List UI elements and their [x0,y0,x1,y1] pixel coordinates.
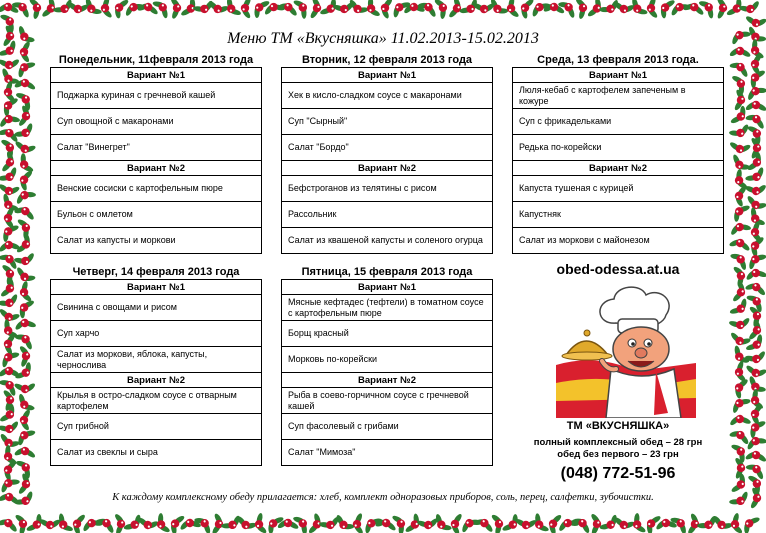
menu-table [50,279,262,466]
dish-item: Суп харчо [51,321,262,347]
variant-1-header: Вариант №1 [51,280,262,295]
website-link[interactable]: obed-odessa.at.ua [556,261,680,277]
berry-leaf-motif [728,413,752,428]
berry-leaf-motif [733,184,748,208]
berry-leaf-motif [727,122,753,142]
menu-title: Меню ТМ «Вкусняшка» 11.02.2013-15.02.2013 [227,30,539,47]
berry-leaf-motif [13,139,38,155]
berry-leaf-motif [729,46,752,58]
berry-leaf-motif [745,100,766,112]
berry-leaf-motif [0,183,21,197]
day-title: Понедельник, 11февраля 2013 года [58,54,254,66]
berry-leaf-motif [240,0,252,20]
day-thursday [50,265,262,466]
variant-2-header: Вариант №2 [513,161,724,176]
dish-item: Редька по-корейски [513,135,724,161]
variant-2-header: Вариант №2 [282,161,493,176]
variant-1-header: Вариант №1 [51,68,262,83]
dish-item: Салат "Бордо" [282,135,493,161]
berry-leaf-motif [169,0,183,20]
berry-leaf-motif [744,449,766,463]
dish-item: Рыба в соево-горчичном соусе с гречневой кашей [282,388,493,414]
berry-leaf-motif [0,57,21,70]
dish-item: Салат из квашеной капусты и соленого огурца [282,228,493,254]
berry-leaf-motif [251,511,269,533]
day-title: Вторник, 12 февраля 2013 года [301,54,473,66]
berry-leaf-motif [728,141,752,155]
brand-name: ТМ «ВКУСНЯШКА» [566,420,670,432]
menu-table [281,279,493,466]
berry-leaf-motif [379,0,394,20]
berry-leaf-motif [573,0,590,21]
berry-leaf-motif [514,518,537,530]
berry-leaf-motif [715,0,728,20]
dish-item: Салат из моркови с майонезом [513,228,724,254]
berry-leaf-motif [93,513,119,533]
dish-item: Свинина с овощами и рисом [51,295,262,321]
dish-item: Морковь по-корейски [282,347,493,373]
dish-item: Салат из свеклы и сыра [51,440,262,466]
variant-2-header: Вариант №2 [51,373,262,388]
dish-item: Капустняк [513,202,724,228]
price-full-lunch: полный комплексный обед – 28 грн [533,437,703,448]
berry-leaf-motif [728,236,753,252]
day-wednesday [512,53,724,254]
berry-leaf-motif [743,349,766,367]
berry-leaf-motif [743,279,766,297]
berry-leaf-motif [0,307,22,324]
variant-1-header: Вариант №1 [513,68,724,83]
dish-item: Капуста тушеная с курицей [513,176,724,202]
dish-item: Хек в кисло-сладком соусе с макаронами [282,83,493,109]
variant-1-header: Вариант №1 [282,68,493,83]
berry-leaf-motif [738,512,762,533]
berry-leaf-motif [211,512,225,533]
berry-leaf-motif [113,512,127,533]
berry-leaf-motif [727,57,753,79]
dish-item: Суп с фрикадельками [513,109,724,135]
berry-leaf-motif [589,512,602,533]
menu-table [512,67,724,254]
day-title: Четверг, 14 февраля 2013 года [72,266,240,278]
berry-leaf-motif [744,183,766,197]
berry-leaf-motif [19,408,31,431]
variant-1-header: Вариант №1 [282,280,493,295]
berry-leaf-motif [351,512,365,533]
menu-table [50,67,262,254]
dish-item: Суп фасолевый с грибами [282,414,493,440]
variant-2-header: Вариант №2 [282,373,493,388]
berry-leaf-motif [744,266,766,282]
berry-leaf-motif [27,0,45,21]
berry-leaf-motif [98,0,114,20]
dish-item: Крылья в остро-сладком соусе с отварным картофелем [51,388,262,414]
chef-mascot-icon [556,283,696,418]
dish-item: Поджарка куриная с гречневой кашей [51,83,262,109]
dish-item: Бульон с омлетом [51,202,262,228]
berry-leaf-motif [517,0,536,21]
berry-leaf-motif [432,0,452,21]
dish-item: Салат "Мимоза" [282,440,493,466]
dish-item: Венские сосиски с картофельным пюре [51,176,262,202]
day-title: Пятница, 15 февраля 2013 года [301,266,473,278]
dish-item: Люля-кебаб с картофелем запеченым в кожуре [513,83,724,109]
berry-leaf-motif [645,0,660,20]
price-without-first: обед без первого – 23 грн [557,449,679,460]
dish-item: Бефстроганов из телятины с рисом [282,176,493,202]
berry-leaf-motif [686,512,701,533]
berry-leaf-motif [727,219,753,238]
berry-leaf-motif [0,419,22,437]
berry-leaf-motif [12,203,38,222]
berry-leaf-motif [0,111,22,130]
berry-leaf-motif [727,315,752,332]
dish-item: Суп грибной [51,414,262,440]
berry-leaf-motif [14,151,36,177]
dish-item: Салат из капусты и моркови [51,228,262,254]
berry-leaf-motif [727,248,752,272]
berry-leaf-motif [449,512,463,533]
menu-table [281,67,493,254]
footer-note: К каждому комплексному обеду прилагается: хлеб, комплект одноразовых приборов, соль, перец, салфетки, зубочистки. [112,492,654,503]
berry-leaf-motif [307,511,325,533]
berry-leaf-motif [309,0,322,20]
phone-number[interactable]: (048) 772-51-96 [560,465,676,482]
berry-leaf-motif [744,15,766,29]
dish-item: Суп овощной с макаронами [51,109,262,135]
day-title: Среда, 13 февраля 2013 года. [537,54,699,66]
dish-item: Суп "Сырный" [282,109,493,135]
berry-leaf-motif [38,518,61,530]
day-tuesday [281,53,493,254]
dish-item: Борщ красный [282,321,493,347]
berry-leaf-motif [13,445,37,459]
dish-item: Рассольник [282,202,493,228]
dish-item: Салат из моркови, яблока, капусты, чернослива [51,347,262,373]
dish-item: Салат "Винегрет" [51,135,262,161]
dish-item: Мясные кефтадес (тефтели) в томатном соусе с картофельным пюре [282,295,493,321]
berry-leaf-motif [728,511,745,533]
berry-leaf-motif [13,381,36,394]
day-friday [281,265,493,466]
berry-leaf-motif [744,364,766,380]
day-monday [50,53,262,254]
berry-leaf-motif [136,516,161,532]
berry-leaf-motif [597,0,623,18]
variant-2-header: Вариант №2 [51,161,262,176]
berry-leaf-motif [15,231,35,257]
